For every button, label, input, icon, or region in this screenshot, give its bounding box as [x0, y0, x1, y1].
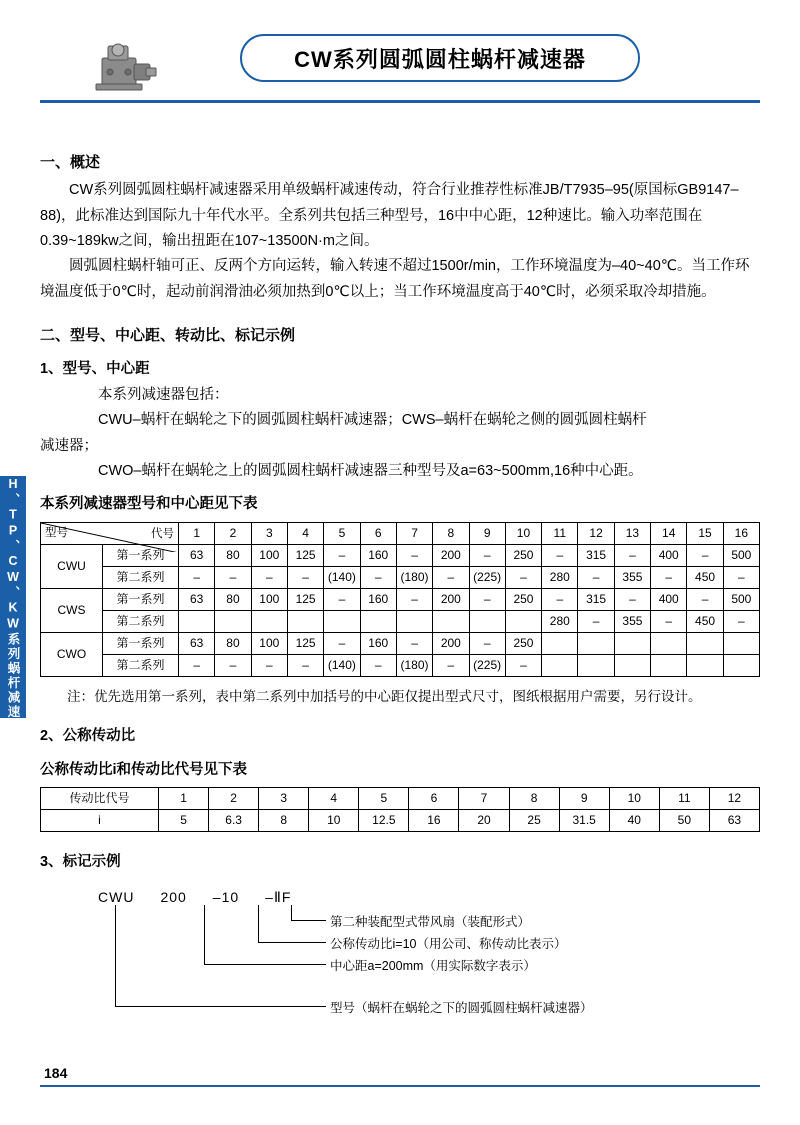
table-cell [433, 610, 469, 632]
table-cell [542, 654, 578, 676]
table-1-col-9: 9 [469, 522, 505, 544]
table-cell: – [396, 544, 432, 566]
table-cell: 200 [433, 544, 469, 566]
table-cell: (180) [396, 566, 432, 588]
section-2-1-paragraph-3: CWO–蜗杆在蜗轮之上的圆弧圆柱蜗杆减速器三种型号及a=63~500mm,16种中心距。 [98, 462, 643, 479]
table-cell: 400 [651, 544, 687, 566]
table-1-series-label: 第二系列 [103, 610, 179, 632]
table-cell: 125 [287, 588, 323, 610]
table-cell: – [396, 588, 432, 610]
table-cell: – [505, 654, 541, 676]
table-1-corner-code-label: 代号 [151, 527, 174, 540]
table-cell: 400 [651, 588, 687, 610]
table-cell: 8 [509, 788, 559, 810]
gearbox-icon [88, 38, 160, 100]
table-cell: 280 [542, 566, 578, 588]
section-2-2-heading: 2、公称传动比 [40, 728, 136, 745]
table-2-caption: 公称传动比i和传动比代号见下表 [40, 761, 248, 778]
table-1-col-8: 8 [433, 522, 469, 544]
table-cell: 5 [359, 788, 409, 810]
document-page [0, 28, 800, 1125]
table-1-col-14: 14 [651, 522, 687, 544]
table-1-model-cwo: CWO [41, 632, 103, 676]
table-cell: (140) [324, 654, 360, 676]
marking-code-part-2: 200 [160, 889, 187, 906]
page-header [40, 28, 760, 138]
table-cell: – [469, 588, 505, 610]
table-cell: 250 [505, 544, 541, 566]
table-cell [179, 610, 215, 632]
table-cell: 100 [251, 544, 287, 566]
table-cell: – [287, 566, 323, 588]
header-divider [40, 100, 760, 103]
leader-line-vertical-2 [258, 905, 259, 942]
marking-code [98, 885, 358, 910]
marking-code-part-4: –ⅡF [265, 889, 292, 906]
table-cell: – [251, 654, 287, 676]
table-row [41, 654, 760, 676]
marking-callout-1: 第二种装配型式带风扇（装配形式） [330, 915, 531, 930]
table-cell: 125 [287, 632, 323, 654]
table-cell: 50 [659, 810, 709, 832]
table-cell: – [614, 544, 650, 566]
table-1-col-5: 5 [324, 522, 360, 544]
table-cell [542, 632, 578, 654]
table-cell: – [469, 544, 505, 566]
table-cell: 80 [215, 632, 251, 654]
table-cell: 63 [179, 632, 215, 654]
table-1-corner-header [41, 522, 179, 544]
table-cell: 63 [709, 810, 759, 832]
table-cell: (180) [396, 654, 432, 676]
table-cell: – [723, 610, 759, 632]
table-1-series-label: 第一系列 [103, 632, 179, 654]
table-cell [324, 610, 360, 632]
table-cell: 6.3 [209, 810, 259, 832]
table-1-model-cws: CWS [41, 588, 103, 632]
table-cell: 80 [215, 544, 251, 566]
table-cell [251, 610, 287, 632]
section-1-heading: 一、概述 [40, 154, 101, 171]
table-row [41, 522, 760, 544]
table-cell: 355 [614, 566, 650, 588]
table-cell [614, 654, 650, 676]
table-1-col-12: 12 [578, 522, 614, 544]
side-tab [0, 460, 26, 734]
table-cell: 11 [659, 788, 709, 810]
table-cell: – [578, 566, 614, 588]
table-cell: 500 [723, 588, 759, 610]
table-1-note: 注：优先选用第一系列，表中第二系列中加括号的中心距仅提出型式尺寸，图纸根据用户需要，另行设计。 [67, 688, 702, 704]
table-cell: 125 [287, 544, 323, 566]
section-1-paragraph-1: CW系列圆弧圆柱蜗杆减速器采用单级蜗杆减速传动，符合行业推荐性标准JB/T7935–95(原国标GB9147–88)，此标准达到国际九十年代水平。全系列共包括三种型号，16中中心距，12种速比。输入功率范围在0.39~189kw之间，输出扭距在107~13500N·m之间。 [40, 182, 739, 249]
table-row [41, 588, 760, 610]
section-2-1-paragraph-2b: 减速器； [40, 437, 98, 454]
table-1-series-label: 第二系列 [103, 654, 179, 676]
table-1-series-label: 第二系列 [103, 566, 179, 588]
table-cell: 160 [360, 588, 396, 610]
table-cell: 80 [215, 588, 251, 610]
table-cell: – [287, 654, 323, 676]
table-cell [505, 610, 541, 632]
table-cell [215, 610, 251, 632]
table-1-col-11: 11 [542, 522, 578, 544]
leader-line-horizontal-3 [204, 964, 326, 965]
table-cell: 315 [578, 544, 614, 566]
table-1-col-7: 7 [396, 522, 432, 544]
table-cell: 280 [542, 610, 578, 632]
table-cell: (140) [324, 566, 360, 588]
table-cell: – [215, 654, 251, 676]
table-cell: 31.5 [559, 810, 609, 832]
table-cell: (225) [469, 566, 505, 588]
table-cell: – [324, 544, 360, 566]
table-cell: – [433, 654, 469, 676]
leader-line-horizontal-2 [258, 942, 326, 943]
table-cell: 100 [251, 588, 287, 610]
table-cell: – [324, 588, 360, 610]
marking-code-part-3: –10 [212, 889, 240, 906]
leader-line-horizontal-4 [115, 1006, 326, 1007]
table-cell: 9 [559, 788, 609, 810]
table-cell [578, 654, 614, 676]
table-cell [651, 654, 687, 676]
table-cell: 20 [459, 810, 509, 832]
table-cell [687, 654, 723, 676]
table-1-col-4: 4 [287, 522, 323, 544]
table-1-corner-model-label: 型号 [45, 526, 68, 539]
table-1-series-label: 第一系列 [103, 544, 179, 566]
table-cell [614, 632, 650, 654]
marking-callout-3: 中心距a=200mm（用实际数字表示） [330, 959, 536, 974]
table-cell: – [542, 544, 578, 566]
table-cell: 450 [687, 610, 723, 632]
table-cell [723, 632, 759, 654]
table-1-model-cwu: CWU [41, 544, 103, 588]
table-1-col-3: 3 [251, 522, 287, 544]
table-cell: – [614, 588, 650, 610]
model-center-distance-table [40, 522, 760, 677]
table-cell: 100 [251, 632, 287, 654]
table-cell: – [687, 588, 723, 610]
table-cell: 250 [505, 632, 541, 654]
page-number: 184 [44, 1065, 68, 1081]
marking-code-part-1: CWU [98, 889, 135, 906]
table-1-col-16: 16 [723, 522, 759, 544]
table-cell: (225) [469, 654, 505, 676]
table-cell: – [469, 632, 505, 654]
section-2-1-paragraph-1: 本系列减速器包括： [98, 386, 229, 403]
table-cell: – [360, 566, 396, 588]
table-1-series-label: 第一系列 [103, 588, 179, 610]
leader-line-vertical-4 [115, 905, 116, 1006]
table-cell: – [251, 566, 287, 588]
table-cell [578, 632, 614, 654]
table-row [41, 788, 760, 810]
table-cell [723, 654, 759, 676]
table-cell [687, 632, 723, 654]
marking-callout-4: 型号（蜗杆在蜗轮之下的圆弧圆柱蜗杆减速器） [330, 1001, 593, 1016]
table-cell: 25 [509, 810, 559, 832]
table-cell: – [179, 654, 215, 676]
table-2-header-label: 传动比代号 [41, 788, 159, 810]
table-cell: 40 [609, 810, 659, 832]
table-row [41, 610, 760, 632]
section-1-paragraph-2: 圆弧圆柱蜗杆轴可正、反两个方向运转，输入转速不超过1500r/min，工作环境温度为–40~40℃。当工作环境温度低于0℃时，起动前润滑油必须加热到0℃以上；当工作环境温度高于40℃时，必须采取冷却措施。 [40, 258, 750, 300]
leader-line-vertical-3 [204, 905, 205, 964]
table-1-col-15: 15 [687, 522, 723, 544]
table-cell: 160 [360, 632, 396, 654]
table-cell: – [505, 566, 541, 588]
table-cell [469, 610, 505, 632]
page-title-text: CW系列圆弧圆柱蜗杆减速器 [294, 46, 586, 72]
table-cell [651, 632, 687, 654]
table-cell: – [687, 544, 723, 566]
table-2-row-label: i [41, 810, 159, 832]
table-row [41, 810, 760, 832]
side-tab-label: WH、TP、CW、KW系列蜗杆减速机 [6, 460, 20, 734]
table-row [41, 566, 760, 588]
table-cell: 63 [179, 588, 215, 610]
marking-callout-2: 公称传动比i=10（用公司、称传动比表示） [330, 937, 567, 952]
table-cell: 355 [614, 610, 650, 632]
table-cell: 63 [179, 544, 215, 566]
table-cell: 16 [409, 810, 459, 832]
table-cell: 2 [209, 788, 259, 810]
table-cell: 315 [578, 588, 614, 610]
table-cell: 250 [505, 588, 541, 610]
table-cell: 200 [433, 632, 469, 654]
table-cell: 6 [409, 788, 459, 810]
table-1-caption: 本系列减速器型号和中心距见下表 [40, 496, 258, 513]
marking-example-diagram [40, 885, 760, 1035]
table-cell: – [179, 566, 215, 588]
table-cell [360, 610, 396, 632]
table-cell: 450 [687, 566, 723, 588]
table-cell: – [651, 566, 687, 588]
footer-divider [40, 1085, 760, 1087]
table-cell: – [723, 566, 759, 588]
table-cell: – [651, 610, 687, 632]
section-2-3-heading: 3、标记示例 [40, 854, 121, 870]
table-cell: 5 [159, 810, 209, 832]
document-content [40, 150, 760, 1035]
table-1-col-13: 13 [614, 522, 650, 544]
table-cell: 4 [309, 788, 359, 810]
table-cell: – [360, 654, 396, 676]
table-cell: – [396, 632, 432, 654]
table-cell: 12 [709, 788, 759, 810]
page-title [240, 34, 640, 82]
table-row [41, 632, 760, 654]
table-cell: 500 [723, 544, 759, 566]
table-1-col-10: 10 [505, 522, 541, 544]
table-cell: 3 [259, 788, 309, 810]
table-cell [287, 610, 323, 632]
table-cell [396, 610, 432, 632]
table-cell: – [215, 566, 251, 588]
table-cell: – [542, 588, 578, 610]
section-2-1-paragraph-2: CWU–蜗杆在蜗轮之下的圆弧圆柱蜗杆减速器；CWS–蜗杆在蜗轮之侧的圆弧圆柱蜗杆 [98, 412, 647, 429]
table-cell: 8 [259, 810, 309, 832]
section-2-1-heading: 1、型号、中心距 [40, 361, 150, 378]
table-1-col-1: 1 [179, 522, 215, 544]
table-cell: – [433, 566, 469, 588]
table-cell: – [324, 632, 360, 654]
table-1-col-2: 2 [215, 522, 251, 544]
table-cell: 10 [609, 788, 659, 810]
table-cell: 7 [459, 788, 509, 810]
leader-line-vertical-1 [291, 905, 292, 920]
transmission-ratio-table [40, 787, 760, 832]
section-2-heading: 二、型号、中心距、转动比、标记示例 [40, 327, 296, 345]
table-1-col-6: 6 [360, 522, 396, 544]
table-cell: 200 [433, 588, 469, 610]
table-cell: 160 [360, 544, 396, 566]
table-cell: 1 [159, 788, 209, 810]
table-cell: 10 [309, 810, 359, 832]
leader-line-horizontal-1 [291, 920, 326, 921]
table-cell: 12.5 [359, 810, 409, 832]
table-cell: – [578, 610, 614, 632]
